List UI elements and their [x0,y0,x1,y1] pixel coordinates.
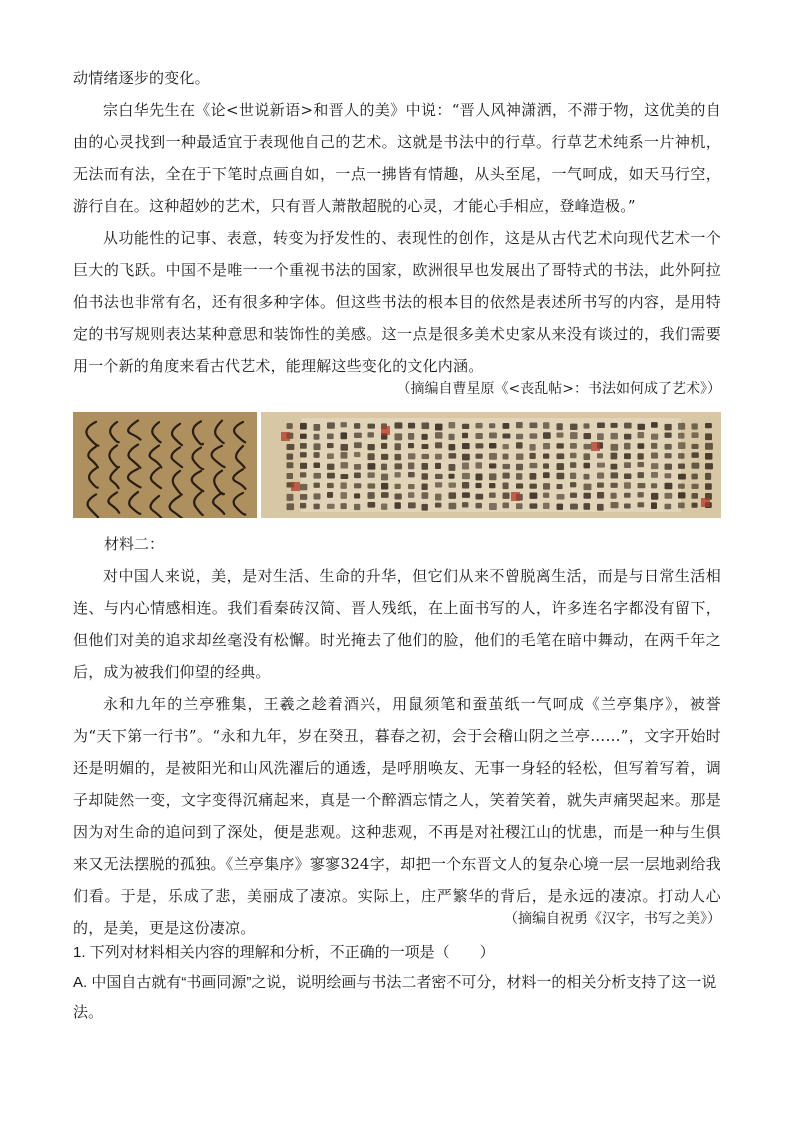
paragraph-lanting: 永和九年的兰亭雅集，王羲之趁着酒兴，用鼠须笔和蚕茧纸一气呵成《兰亭集序》，被誉为“天下第一行书”。“永和九年，岁在癸丑，暮春之初，会于会稽山阴之兰亭……”，文字开始时还是明媚的，是被阳光和山风洗濯后的通透，是呼朋唤友、无事一身轻的轻松，但写着写着，调子却陡然一变，文字变得沉痛起来，真是一个醉酒忘情之人，笑着笑着，就失声痛哭起来。那是因为对生命的追问到了深处，便是悲观。这种悲观，不再是对社稷江山的忧患，而是一种与生俱来又无法摆脱的孤独。《兰亭集序》寥寥324字，却把一个东晋文人的复杂心境一层一层地剥给我们看。于是，乐成了悲，美丽成了凄凉。实际上，庄严繁华的背后，是永远的凄凉。打动人心的，是美，更是这份凄凉。 [73,695,721,937]
lanting-xu-image [261,412,721,518]
paragraph-zong-baihua: 宗白华先生在《论<世说新语>和晋人的美》中说：“晋人风神潇洒，不滞于物，这优美的自由的心灵找到一种最适宜于表现他自己的艺术。这就是书法中的行草。行草艺术纯系一片神机，无法而有法，全在于下笔时点画自如，一点一拂皆有情趣，从头至尾，一气呵成，如天马行空，游行自在。这种超妙的艺术，只有晋人萧散超脱的心灵，才能心手相应，登峰造极。” [73,101,721,215]
option-a: A. 中国自古就有“书画同源”之说，说明绘画与书法二者密不可分，材料一的相关分析支持了这一说法。 [73,974,717,1021]
calligraphy-scroll-icon [73,412,257,518]
paragraph-function-shift: 从功能性的记事、表意，转变为抒发性的、表现性的创作，这是从古代艺术向现代艺术一个巨大的飞跃。中国不是唯一一个重视书法的国家，欧洲很早也发展出了哥特式的书法，此外阿拉伯书法也非常有名，还有很多种字体。但这些书法的根本目的依然是表述所书写的内容，是用特定的书写规则表达某种意思和装饰性的美感。这一点是很多美术史家从来没有谈过的，我们需要用一个新的角度来看古代艺术，能理解这些变化的文化内涵。 [73,229,721,375]
material-two-label: 材料二： [104,535,165,553]
question-stem: 1. 下列对材料相关内容的理解和分析，不正确的一项是（ ） [73,944,495,961]
sangluan-tie-image [73,412,257,518]
paragraph-chinese-beauty: 对中国人来说，美，是对生活、生命的升华，但它们从来不曾脱离生活，而是与日常生活相连、与内心情感相连。我们看秦砖汉简、晋人残纸，在上面书写的人，许多连名字都没有留下，但他们对美的追求却丝毫没有松懈。时光掩去了他们的脸，他们的毛笔在暗中舞动，在两千年之后，成为被我们仰望的经典。 [73,567,721,681]
calligraphy-images [73,412,721,518]
source-citation-2: （摘编自祝勇《汉字，书写之美》） [504,911,721,927]
calligraphy-handscroll-icon [261,412,721,518]
paragraph-continued: 动情绪逐步的变化。 [73,69,210,87]
source-citation-1: （摘编自曹星原《<丧乱帖>：书法如何成了艺术》） [396,381,721,397]
